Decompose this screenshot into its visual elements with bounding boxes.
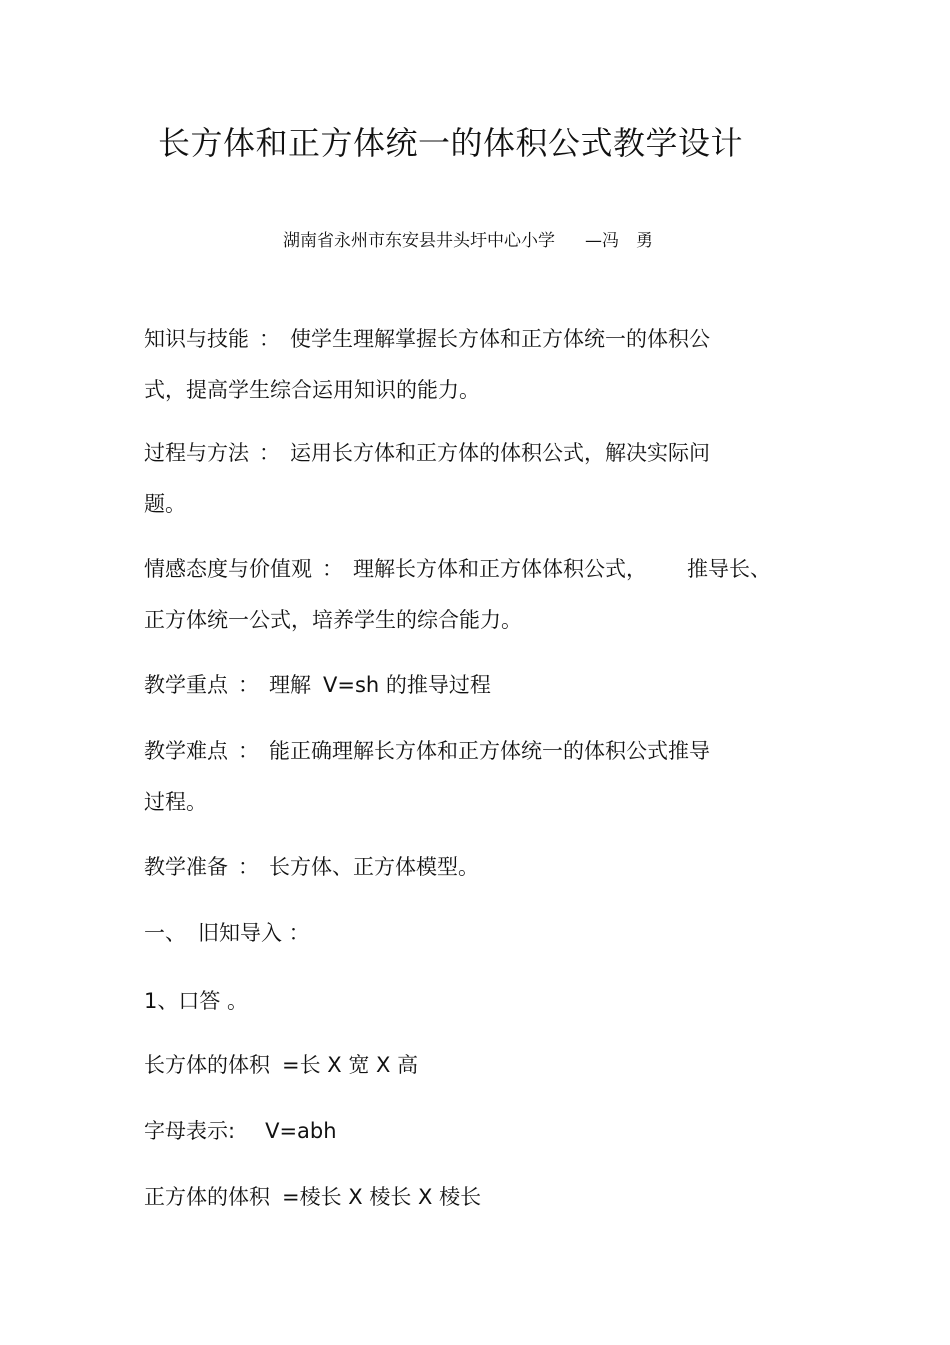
preparation-paragraph — [144, 842, 804, 893]
list-item — [144, 976, 804, 1027]
paragraph-line — [144, 544, 804, 595]
knowledge-label: 知识与技能 — [144, 327, 249, 351]
difficulty-label: 教学难点 — [144, 739, 228, 763]
emotion-label: 情感态度与价值观 — [144, 557, 312, 581]
author-name: —冯 勇 — [585, 231, 653, 251]
key-point-paragraph — [144, 660, 804, 711]
paragraph-line — [144, 1040, 804, 1091]
paragraph-line — [144, 726, 804, 777]
paragraph-line — [144, 314, 804, 365]
letter-label: 字母表示: — [144, 1119, 236, 1143]
colon: ： — [238, 673, 259, 697]
byline — [283, 226, 653, 251]
knowledge-skills-paragraph — [144, 314, 804, 416]
paragraph-line — [144, 1172, 804, 1223]
emotion-text-a: 理解长方体和正方体体积公式， — [353, 557, 647, 581]
paragraph-line: 过程。 — [144, 790, 207, 814]
colon: ： — [259, 327, 280, 351]
document-title: 长方体和正方体统一的体积公式教学设计 — [158, 124, 744, 162]
key-text-b: V=sh 的推导过程 — [323, 673, 491, 697]
prep-text: 长方体、正方体模型。 — [269, 855, 479, 879]
key-text-a: 理解 — [269, 673, 311, 697]
cuboid-label: 长方体的体积 — [144, 1053, 270, 1077]
prep-label: 教学准备 — [144, 855, 228, 879]
paragraph-line — [144, 908, 804, 959]
process-method-paragraph — [144, 428, 804, 530]
key-label: 教学重点 — [144, 673, 228, 697]
knowledge-text: 使学生理解掌握长方体和正方体统一的体积公 — [290, 327, 710, 351]
paragraph-line: 1、口答 。 — [144, 989, 249, 1013]
paragraph-line — [144, 1106, 804, 1157]
cube-formula-text: =棱长 X 棱长 X 棱长 — [282, 1185, 482, 1209]
section-heading — [144, 908, 804, 959]
paragraph-line — [144, 660, 804, 711]
cuboid-formula — [144, 1040, 804, 1091]
process-text: 运用长方体和正方体的体积公式，解决实际问 — [290, 441, 710, 465]
process-label: 过程与方法 — [144, 441, 249, 465]
paragraph-line: 正方体统一公式，培养学生的综合能力。 — [144, 608, 522, 632]
paragraph-line: 式，提高学生综合运用知识的能力。 — [144, 378, 480, 402]
colon: ： — [322, 557, 343, 581]
paragraph-line — [144, 842, 804, 893]
difficulty-paragraph — [144, 726, 804, 828]
difficulty-text: 能正确理解长方体和正方体统一的体积公式推导 — [269, 739, 710, 763]
cube-label: 正方体的体积 — [144, 1185, 270, 1209]
letter-formula — [144, 1106, 804, 1157]
colon: ： — [238, 855, 259, 879]
section-number: 一、 — [144, 921, 186, 945]
colon: ： — [259, 441, 280, 465]
letter-formula-text: V=abh — [265, 1119, 337, 1143]
section-title: 旧知导入 ： — [198, 921, 310, 945]
emotion-values-paragraph — [144, 544, 804, 646]
school-name: 湖南省永州市东安县井头圩中心小学 — [283, 231, 555, 251]
cube-formula — [144, 1172, 804, 1223]
cuboid-formula-text: =长 X 宽 X 高 — [282, 1053, 419, 1077]
colon: ： — [238, 739, 259, 763]
emotion-text-b: 推导长、 — [687, 557, 771, 581]
paragraph-line — [144, 428, 804, 479]
paragraph-line: 题。 — [144, 492, 186, 516]
